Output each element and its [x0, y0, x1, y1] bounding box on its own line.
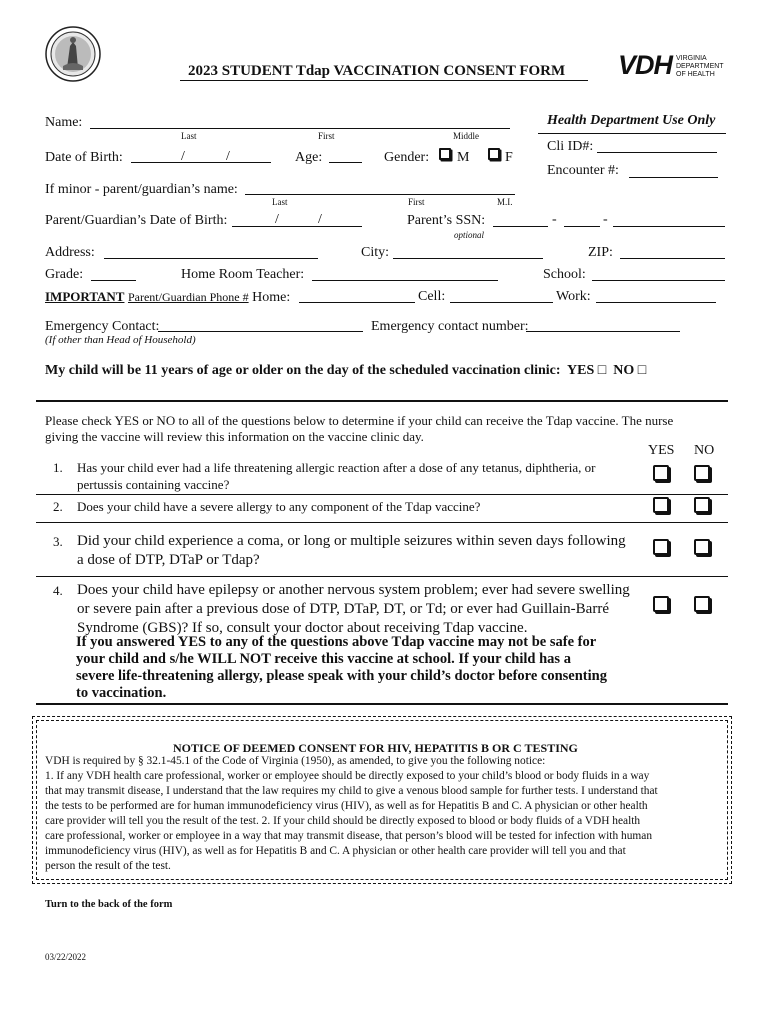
name-label: Name: — [45, 115, 83, 130]
notice-title: NOTICE OF DEEMED CONSENT FOR HIV, HEPATITIS B OR C TESTING — [173, 741, 578, 755]
grade-field[interactable] — [91, 280, 136, 281]
q1-yes-checkbox[interactable] — [653, 465, 669, 481]
question-1 — [53, 459, 633, 493]
question-number: 2. — [53, 499, 63, 514]
ssn-field-2[interactable] — [564, 226, 600, 227]
city-label: City: — [361, 245, 390, 260]
question-divider — [36, 576, 728, 577]
city-field[interactable] — [393, 258, 543, 259]
school-field[interactable] — [592, 280, 725, 281]
age-no-label: NO — [613, 363, 635, 378]
question-text: Has your child ever had a life threatening allergic reaction after a dose of any tetanus, diphtheria, or pertussis containing vaccine? — [77, 460, 596, 492]
q2-yes-checkbox[interactable] — [653, 497, 669, 513]
q1-no-checkbox[interactable] — [694, 465, 710, 481]
gender-m-checkbox[interactable] — [439, 148, 451, 160]
name-middle-label: Middle — [453, 131, 479, 141]
gender-f-label: F — [505, 150, 513, 165]
question-number: 4. — [53, 583, 63, 598]
emergency-number-label: Emergency contact number: — [371, 319, 529, 334]
warning-text: If you answered YES to any of the questions above Tdap vaccine may not be safe for your child and s/he WILL NOT receive this vaccine at school. If your child has a severe life-threatening allergy, please speak with your child’s doctor before consenting to vaccination. — [76, 634, 607, 701]
form-date: 03/22/2022 — [45, 952, 87, 962]
age-field[interactable] — [329, 162, 362, 163]
emergency-note: (If other than Head of Household) — [45, 334, 196, 346]
turn-over-note: Turn to the back of the form — [45, 899, 173, 910]
gender-f-checkbox[interactable] — [488, 148, 500, 160]
question-divider — [36, 494, 728, 495]
vdh-department-text: VIRGINIA DEPARTMENT OF HEALTH — [676, 55, 724, 78]
guardian-dob-slash: / — [275, 212, 279, 227]
yes-column-header: YES — [648, 443, 675, 458]
dob-field[interactable] — [131, 162, 271, 163]
health-dept-title: Health Department Use Only — [547, 113, 716, 128]
zip-field[interactable] — [620, 258, 725, 259]
emergency-contact-field[interactable] — [158, 331, 363, 332]
age-question-text: My child will be 11 years of age or older on the day of the scheduled vaccination clinic: — [45, 363, 561, 378]
gender-m-label: M — [457, 150, 470, 165]
gender-label: Gender: — [384, 150, 430, 165]
cell-phone-field[interactable] — [450, 302, 553, 303]
cell-label: Cell: — [418, 289, 446, 304]
instructions-line-2: giving the vaccine will review this information on the vaccine clinic day. — [45, 429, 424, 444]
homeroom-field[interactable] — [312, 280, 498, 281]
encounter-label: Encounter #: — [547, 163, 619, 178]
guardian-first-label: First — [408, 197, 425, 207]
guardian-dob-label: Parent/Guardian’s Date of Birth: — [45, 213, 228, 228]
address-field[interactable] — [104, 258, 318, 259]
phone-label: Parent/Guardian Phone # — [127, 290, 249, 304]
ssn-optional-note: optional — [454, 230, 485, 240]
question-3 — [53, 532, 653, 572]
health-dept-divider — [538, 133, 726, 134]
home-phone-field[interactable] — [299, 302, 415, 303]
question-2 — [53, 498, 633, 516]
no-column-header: NO — [694, 443, 715, 458]
question-text: Does your child have epilepsy or another nervous system problem; ever had severe swelling or severe pain after a previous dose of DTP, DTaP, DT, or Td; or ever had Guillain-Barré Syndrome (GBS)? If so, consult your doctor about receiving Tdap vaccine. — [77, 582, 630, 636]
dob-slash: / — [181, 149, 185, 164]
question-4 — [53, 581, 653, 639]
q4-yes-checkbox[interactable] — [653, 596, 669, 612]
zip-label: ZIP: — [588, 245, 613, 260]
question-number: 3. — [53, 534, 63, 549]
emergency-contact-label: Emergency Contact: — [45, 319, 160, 334]
dob-slash: / — [226, 149, 230, 164]
homeroom-label: Home Room Teacher: — [181, 267, 305, 282]
age-no-checkbox[interactable]: □ — [637, 363, 647, 378]
grade-label: Grade: — [45, 267, 84, 282]
guardian-name-field[interactable] — [245, 194, 515, 195]
ssn-dash: - — [603, 212, 608, 227]
vdh-logo — [618, 50, 672, 81]
q3-no-checkbox[interactable] — [694, 539, 710, 555]
q3-yes-checkbox[interactable] — [653, 539, 669, 555]
guardian-mi-label: M.I. — [497, 197, 513, 207]
form-title: 2023 STUDENT Tdap VACCINATION CONSENT FORM — [188, 63, 566, 79]
cli-id-label: Cli ID#: — [547, 139, 594, 154]
guardian-last-label: Last — [272, 197, 288, 207]
q2-no-checkbox[interactable] — [694, 497, 710, 513]
virginia-seal-logo — [45, 26, 101, 82]
age-yes-label: YES — [567, 363, 595, 378]
question-number: 1. — [53, 460, 63, 475]
question-divider — [36, 522, 728, 523]
vdh-logo-text: VDH — [618, 50, 673, 80]
dob-label: Date of Birth: — [45, 150, 123, 165]
instructions-line-1: Please check YES or NO to all of the questions below to determine if your child can receive the Tdap vaccine. The nurse — [45, 413, 674, 428]
name-last-label: Last — [181, 131, 197, 141]
work-phone-field[interactable] — [596, 302, 716, 303]
q4-no-checkbox[interactable] — [694, 596, 710, 612]
home-label: Home: — [252, 290, 291, 305]
encounter-field[interactable] — [629, 177, 718, 178]
name-field[interactable] — [90, 128, 510, 129]
ssn-field-3[interactable] — [613, 226, 725, 227]
warning-underline — [36, 703, 728, 705]
ssn-label: Parent’s SSN: — [407, 213, 486, 228]
guardian-dob-field[interactable] — [232, 226, 362, 227]
age-label: Age: — [295, 150, 323, 165]
section-divider — [36, 400, 728, 402]
guardian-name-label: If minor - parent/guardian’s name: — [45, 182, 238, 197]
ssn-field-1[interactable] — [493, 226, 548, 227]
school-label: School: — [543, 267, 586, 282]
question-text: Does your child have a severe allergy to any component of the Tdap vaccine? — [77, 499, 481, 514]
title-underline — [180, 80, 588, 81]
cli-id-field[interactable] — [597, 152, 717, 153]
age-yes-checkbox[interactable]: □ — [597, 363, 607, 378]
question-text: Did your child experience a coma, or long or multiple seizures within seven days following a dose of DTP, DTaP or Tdap? — [77, 533, 626, 568]
name-first-label: First — [318, 131, 335, 141]
phone-row — [45, 289, 290, 306]
age-question — [45, 363, 646, 379]
notice-body: VDH is required by § 32.1-45.1 of the Code of Virginia (1950), as amended, to give you the following notice: 1. If any VDH health care professional, worker or employee should be directly exposed to your child’s blood or body fluids in a way that may transmit disease, I understand that the law requires my child to give a venous blood sample for further tests. I understand that the tests to be performed are for human immunodeficiency virus (HIV), as well as for Hepatitis B and C. A physician or other health care provider will tell you the result of the test. 2. If your child should be directly exposed to blood or body fluids of a VDH health care professional, worker or employee in a way that may transmit disease, that person’s blood will be tested for infection with human immunodeficiency virus (HIV), as well as for Hepatitis B and C. A physician or other health care provider will tell you and that person the result of the test. — [45, 755, 658, 872]
work-label: Work: — [556, 289, 591, 304]
guardian-dob-slash: / — [318, 212, 322, 227]
address-label: Address: — [45, 245, 95, 260]
ssn-dash: - — [552, 212, 557, 227]
important-label: IMPORTANT — [45, 289, 125, 304]
emergency-number-field[interactable] — [526, 331, 680, 332]
